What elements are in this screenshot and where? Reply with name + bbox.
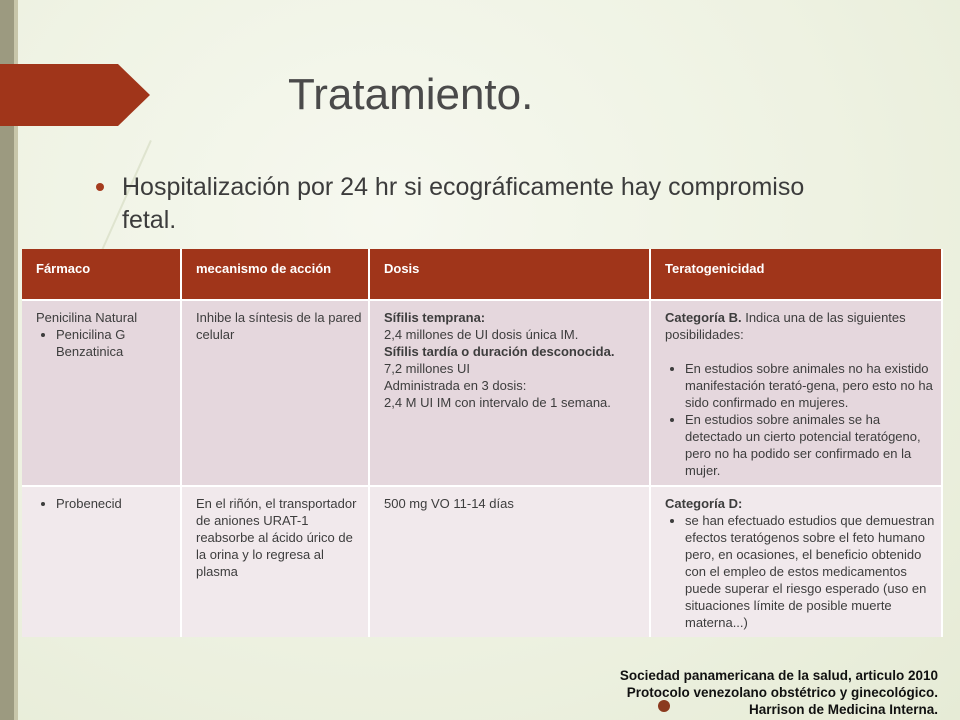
category-text: Indica una de las siguientes posibilidades: bbox=[665, 310, 906, 342]
slide-nav-dot[interactable] bbox=[658, 700, 670, 712]
header-farmaco: Fármaco bbox=[22, 249, 181, 300]
teratogenicidad-list bbox=[665, 360, 935, 479]
cell-teratogenicidad bbox=[650, 300, 942, 486]
list-item: • se han efectuado estudios que demuestran efectos teratógenos sobre el feto humano pero, en ocasiones, el beneficio obtenido con el empleo de estos medicamentos puede superar el riesgo esperado (uso en situaciones límite de posible muerte materna...) bbox=[685, 512, 935, 631]
header-mecanismo: mecanismo de acción bbox=[181, 249, 369, 300]
bullet-icon bbox=[96, 183, 104, 191]
teratogenicidad-intro bbox=[665, 309, 935, 343]
list-item: • Probenecid bbox=[56, 495, 174, 512]
dosis-text: Administrada en 3 dosis: bbox=[384, 378, 527, 393]
dosis-text: 7,2 millones UI bbox=[384, 361, 470, 376]
category-label: Categoría B. bbox=[665, 310, 742, 325]
cell-dosis bbox=[369, 300, 650, 486]
dosis-label: Sífilis tardía o duración desconocida. bbox=[384, 344, 615, 359]
cell-mecanismo: En el riñón, el transportador de aniones URAT-1 reabsorbe al ácido úrico de la orina y lo regresa al plasma bbox=[181, 486, 369, 637]
list-item: • Penicilina G Benzatinica bbox=[56, 326, 174, 360]
bullet-text: Hospitalización por 24 hr si ecográficamente hay compromiso fetal. bbox=[122, 173, 805, 234]
header-dosis: Dosis bbox=[369, 249, 650, 300]
category-label: Categoría D: bbox=[665, 496, 743, 511]
farmaco-name: Penicilina Natural bbox=[36, 310, 138, 325]
reference-line: Harrison de Medicina Interna. bbox=[748, 702, 938, 717]
cell-teratogenicidad bbox=[650, 486, 942, 637]
reference-line: Protocolo venezolano obstétrico y ginecológico. bbox=[626, 685, 938, 700]
dosis-text: 2,4 M UI IM con intervalo de 1 semana. bbox=[384, 395, 611, 410]
cell-farmaco bbox=[22, 486, 181, 637]
farmaco-list bbox=[36, 326, 174, 360]
reference-line: Sociedad panamericana de la salud, articulo 2010 bbox=[619, 668, 938, 683]
slide-title: Tratamiento. bbox=[288, 70, 534, 119]
header-teratogenicidad: Teratogenicidad bbox=[650, 249, 942, 300]
cell-mecanismo: Inhibe la síntesis de la pared celular bbox=[181, 300, 369, 486]
dosis-label: Sífilis temprana: bbox=[384, 310, 486, 325]
references bbox=[478, 667, 938, 718]
spacer bbox=[665, 343, 935, 360]
list-item: • En estudios sobre animales no ha existido manifestación terató-gena, pero esto no ha sido confirmado en mujeres. bbox=[685, 360, 935, 411]
list-item: • En estudios sobre animales se ha detectado un cierto potencial teratógeno, pero no ha podido ser confirmado en la mujer. bbox=[685, 411, 935, 479]
teratogenicidad-list bbox=[665, 512, 935, 631]
treatment-table bbox=[22, 249, 943, 637]
dosis-text: 2,4 millones de UI dosis única IM. bbox=[384, 327, 579, 342]
cell-dosis: 500 mg VO 11-14 días bbox=[369, 486, 650, 637]
cell-farmaco bbox=[22, 300, 181, 486]
table-row bbox=[22, 300, 942, 486]
title-arrow-shape bbox=[0, 64, 150, 126]
table-header-row bbox=[22, 249, 942, 300]
farmaco-list bbox=[36, 495, 174, 512]
table-row bbox=[22, 486, 942, 637]
